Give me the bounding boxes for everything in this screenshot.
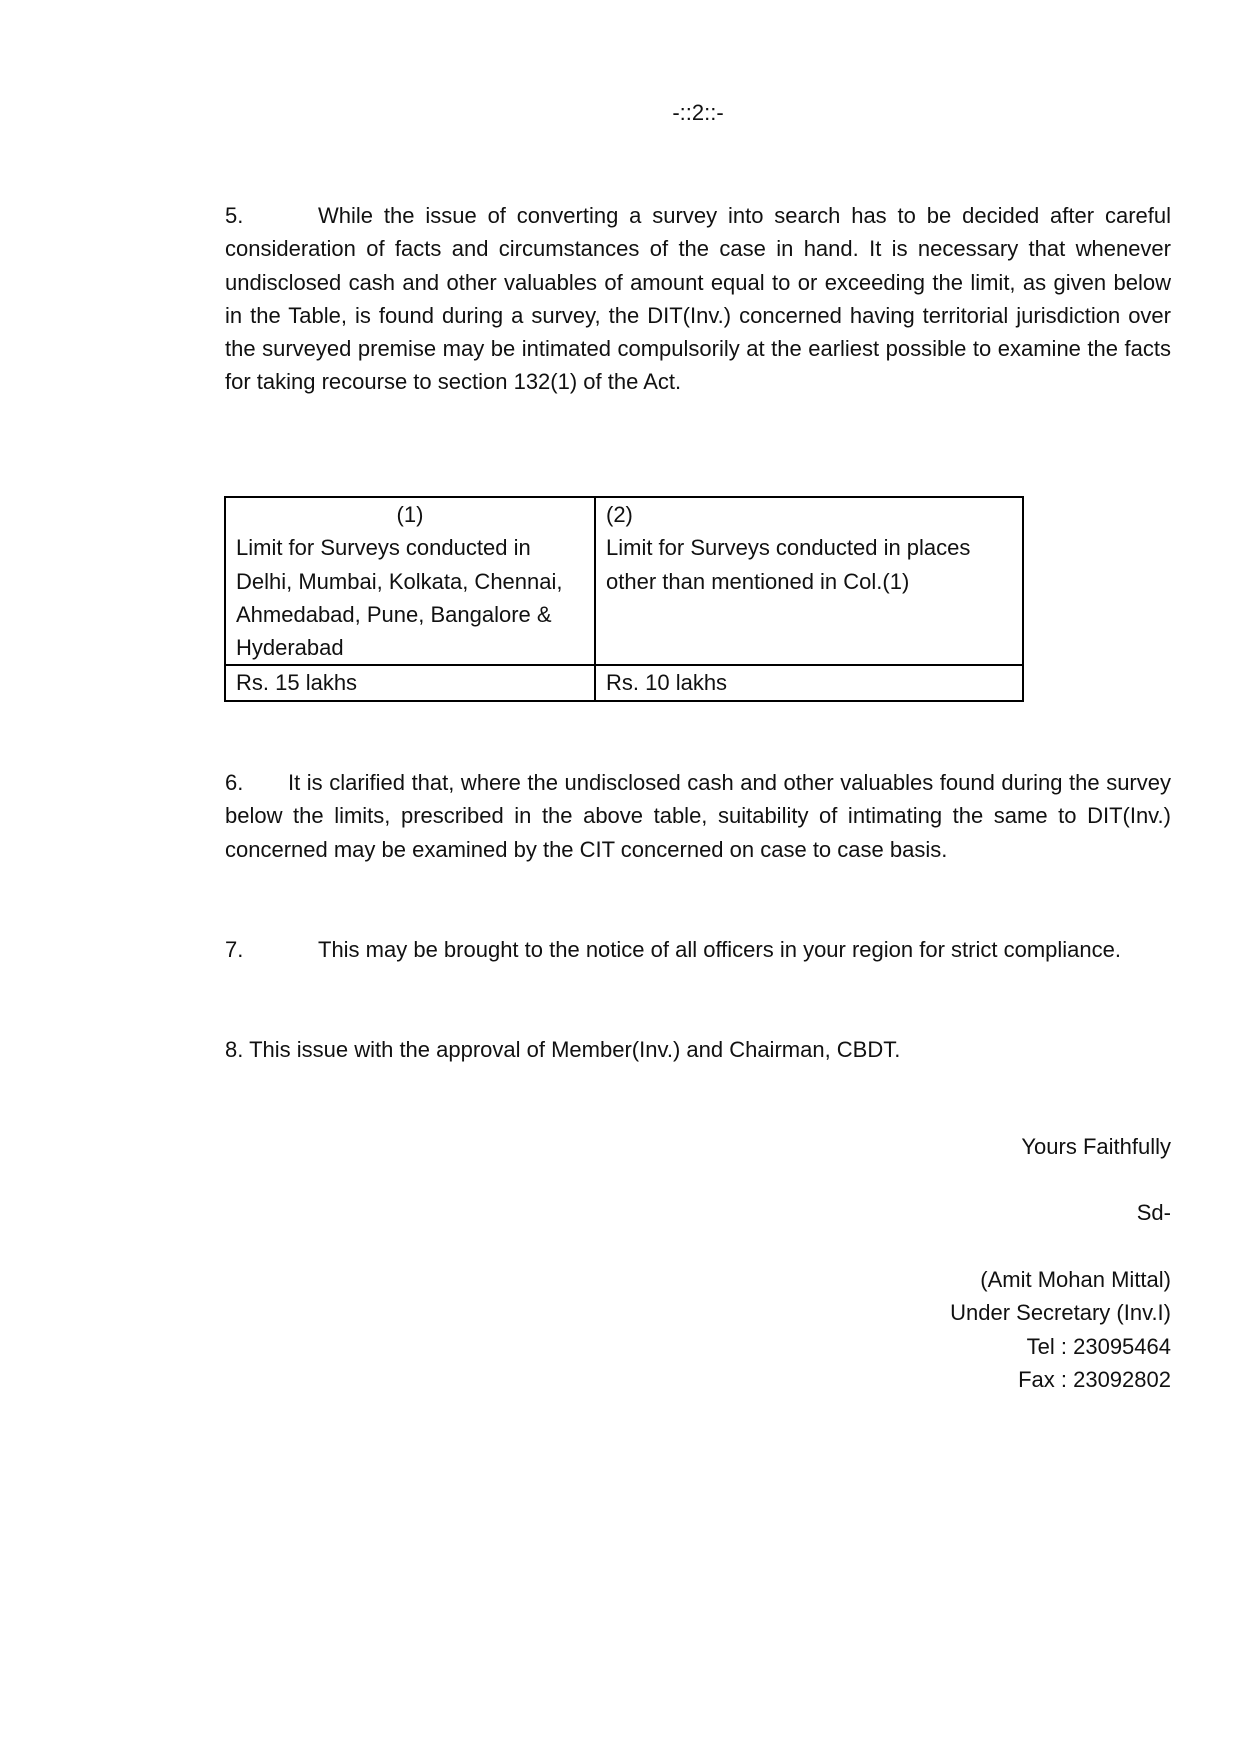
signature-block xyxy=(950,1263,1171,1396)
signatory-fax: Fax : 23092802 xyxy=(1018,1366,1171,1392)
paragraph-7 xyxy=(225,933,1171,966)
table-cell: Rs. 10 lakhs xyxy=(595,665,1023,700)
paragraph-text: This may be brought to the notice of all officers in your region for strict compliance. xyxy=(318,937,1121,962)
signatory-designation: Under Secretary (Inv.I) xyxy=(950,1300,1171,1326)
table-row xyxy=(225,665,1023,700)
table-header-cell-col2 xyxy=(595,497,1023,665)
column-label: Limit for Surveys conducted in places other than mentioned in Col.(1) xyxy=(606,535,971,594)
paragraph-text: While the issue of converting a survey into search has to be decided after careful consideration of facts and circumstances of the case in hand. It is necessary that whenever undisclosed cash and other valuables of amount equal to or exceeding the limit, as given below in the Table, is found during a survey, the DIT(Inv.) concerned having territorial jurisdiction over the surveyed premise may be intimated compulsorily at the earliest possible to examine the facts for taking recourse to section 132(1) of the Act. xyxy=(225,203,1171,395)
table-header-cell-col1 xyxy=(225,497,595,665)
page-number: -::2::- xyxy=(672,100,724,125)
column-number: (1) xyxy=(396,502,424,527)
paragraph-text: It is clarified that, where the undisclosed cash and other valuables found during the survey below the limits, prescribed in the above table, suitability of intimating the same to DIT(Inv.) concerned may be examined by the CIT concerned on case to case basis. xyxy=(225,770,1171,862)
table-cell: Rs. 15 lakhs xyxy=(225,665,595,700)
signatory-name: (Amit Mohan Mittal) xyxy=(980,1267,1171,1292)
table-header-row xyxy=(225,497,1023,665)
survey-limits-table xyxy=(224,496,1024,702)
paragraph-8: 8. This issue with the approval of Member(Inv.) and Chairman, CBDT. xyxy=(225,1037,901,1062)
paragraph-5 xyxy=(225,199,1171,399)
signatory-tel: Tel : 23095464 xyxy=(1026,1333,1171,1359)
closing-salutation: Yours Faithfully xyxy=(1021,1134,1171,1159)
paragraph-6 xyxy=(225,766,1171,866)
column-number: (2) xyxy=(606,502,633,527)
signed-mark: Sd- xyxy=(1136,1200,1171,1225)
paragraph-number: 6. xyxy=(225,770,244,795)
column-label: Limit for Surveys conducted in Delhi, Mumbai, Kolkata, Chennai, Ahmedabad, Pune, Bangalore & Hyderabad xyxy=(236,535,563,661)
paragraph-number: 5. xyxy=(225,203,244,228)
paragraph-number: 7. xyxy=(225,937,244,962)
